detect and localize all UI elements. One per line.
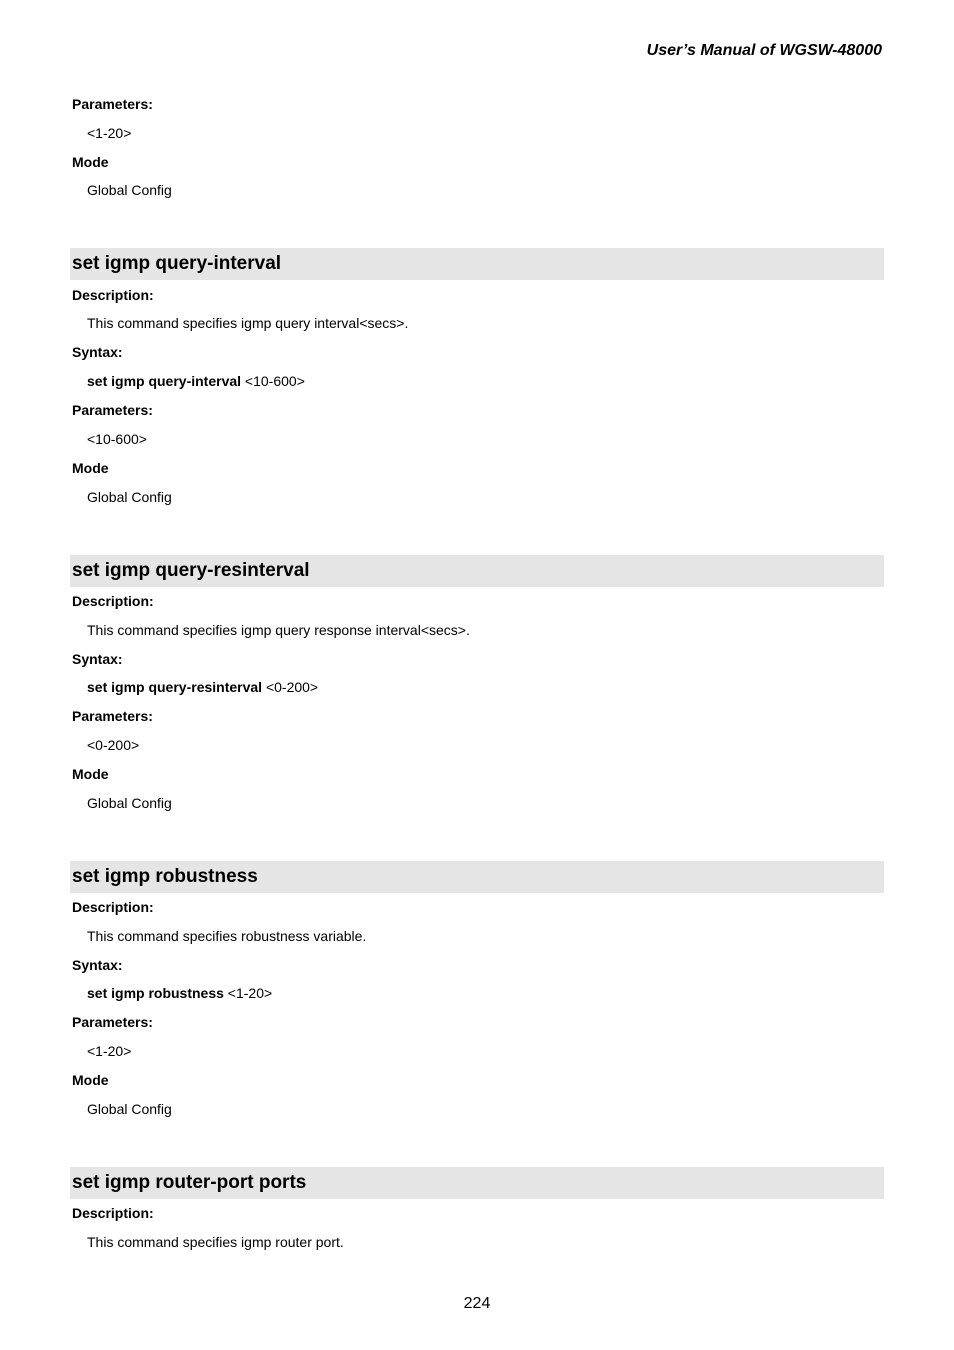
section-heading-bar bbox=[70, 555, 884, 587]
syntax-command: set igmp query-resinterval bbox=[87, 679, 263, 695]
mode-label: Mode bbox=[72, 154, 109, 170]
parameters-label: Parameters: bbox=[72, 708, 153, 724]
syntax-args: <0-200> bbox=[262, 679, 319, 695]
section-title: set igmp query-resinterval bbox=[72, 560, 310, 581]
description-text: This command specifies igmp query response interval<secs>. bbox=[87, 622, 470, 638]
syntax-label: Syntax: bbox=[72, 651, 123, 667]
mode-value: Global Config bbox=[87, 795, 172, 811]
mode-value: Global Config bbox=[87, 1101, 172, 1117]
parameters-value: <10-600> bbox=[87, 431, 147, 447]
section-heading-bar bbox=[70, 1167, 884, 1199]
section-heading-bar bbox=[70, 248, 884, 280]
parameters-value: <1-20> bbox=[87, 125, 132, 141]
description-text: This command specifies igmp router port. bbox=[87, 1234, 344, 1250]
section-title: set igmp router-port ports bbox=[72, 1172, 307, 1193]
parameters-value: <1-20> bbox=[87, 1043, 132, 1059]
syntax-command: set igmp robustness bbox=[87, 985, 224, 1001]
parameters-label: Parameters: bbox=[72, 402, 153, 418]
description-label: Description: bbox=[72, 899, 154, 915]
description-text: This command specifies robustness variable. bbox=[87, 928, 367, 944]
description-label: Description: bbox=[72, 1205, 154, 1221]
syntax-line bbox=[87, 679, 318, 695]
syntax-label: Syntax: bbox=[72, 344, 123, 360]
syntax-line bbox=[87, 985, 272, 1001]
mode-value: Global Config bbox=[87, 182, 172, 198]
description-label: Description: bbox=[72, 287, 154, 303]
syntax-args: <10-600> bbox=[241, 373, 305, 389]
mode-label: Mode bbox=[72, 766, 109, 782]
mode-label: Mode bbox=[72, 1072, 109, 1088]
parameters-label: Parameters: bbox=[72, 96, 153, 112]
parameters-value: <0-200> bbox=[87, 737, 140, 753]
page-number: 224 bbox=[463, 1295, 491, 1312]
section-title: set igmp query-interval bbox=[72, 253, 282, 274]
manual-header-title: User’s Manual of WGSW-48000 bbox=[646, 42, 882, 59]
parameters-label: Parameters: bbox=[72, 1014, 153, 1030]
section-title: set igmp robustness bbox=[72, 866, 258, 887]
section-heading-bar bbox=[70, 861, 884, 893]
description-label: Description: bbox=[72, 593, 154, 609]
description-text: This command specifies igmp query interval<secs>. bbox=[87, 315, 409, 331]
mode-label: Mode bbox=[72, 460, 109, 476]
mode-value: Global Config bbox=[87, 489, 172, 505]
syntax-label: Syntax: bbox=[72, 957, 123, 973]
syntax-line bbox=[87, 373, 305, 389]
syntax-args: <1-20> bbox=[223, 985, 273, 1001]
syntax-command: set igmp query-interval bbox=[87, 373, 242, 389]
